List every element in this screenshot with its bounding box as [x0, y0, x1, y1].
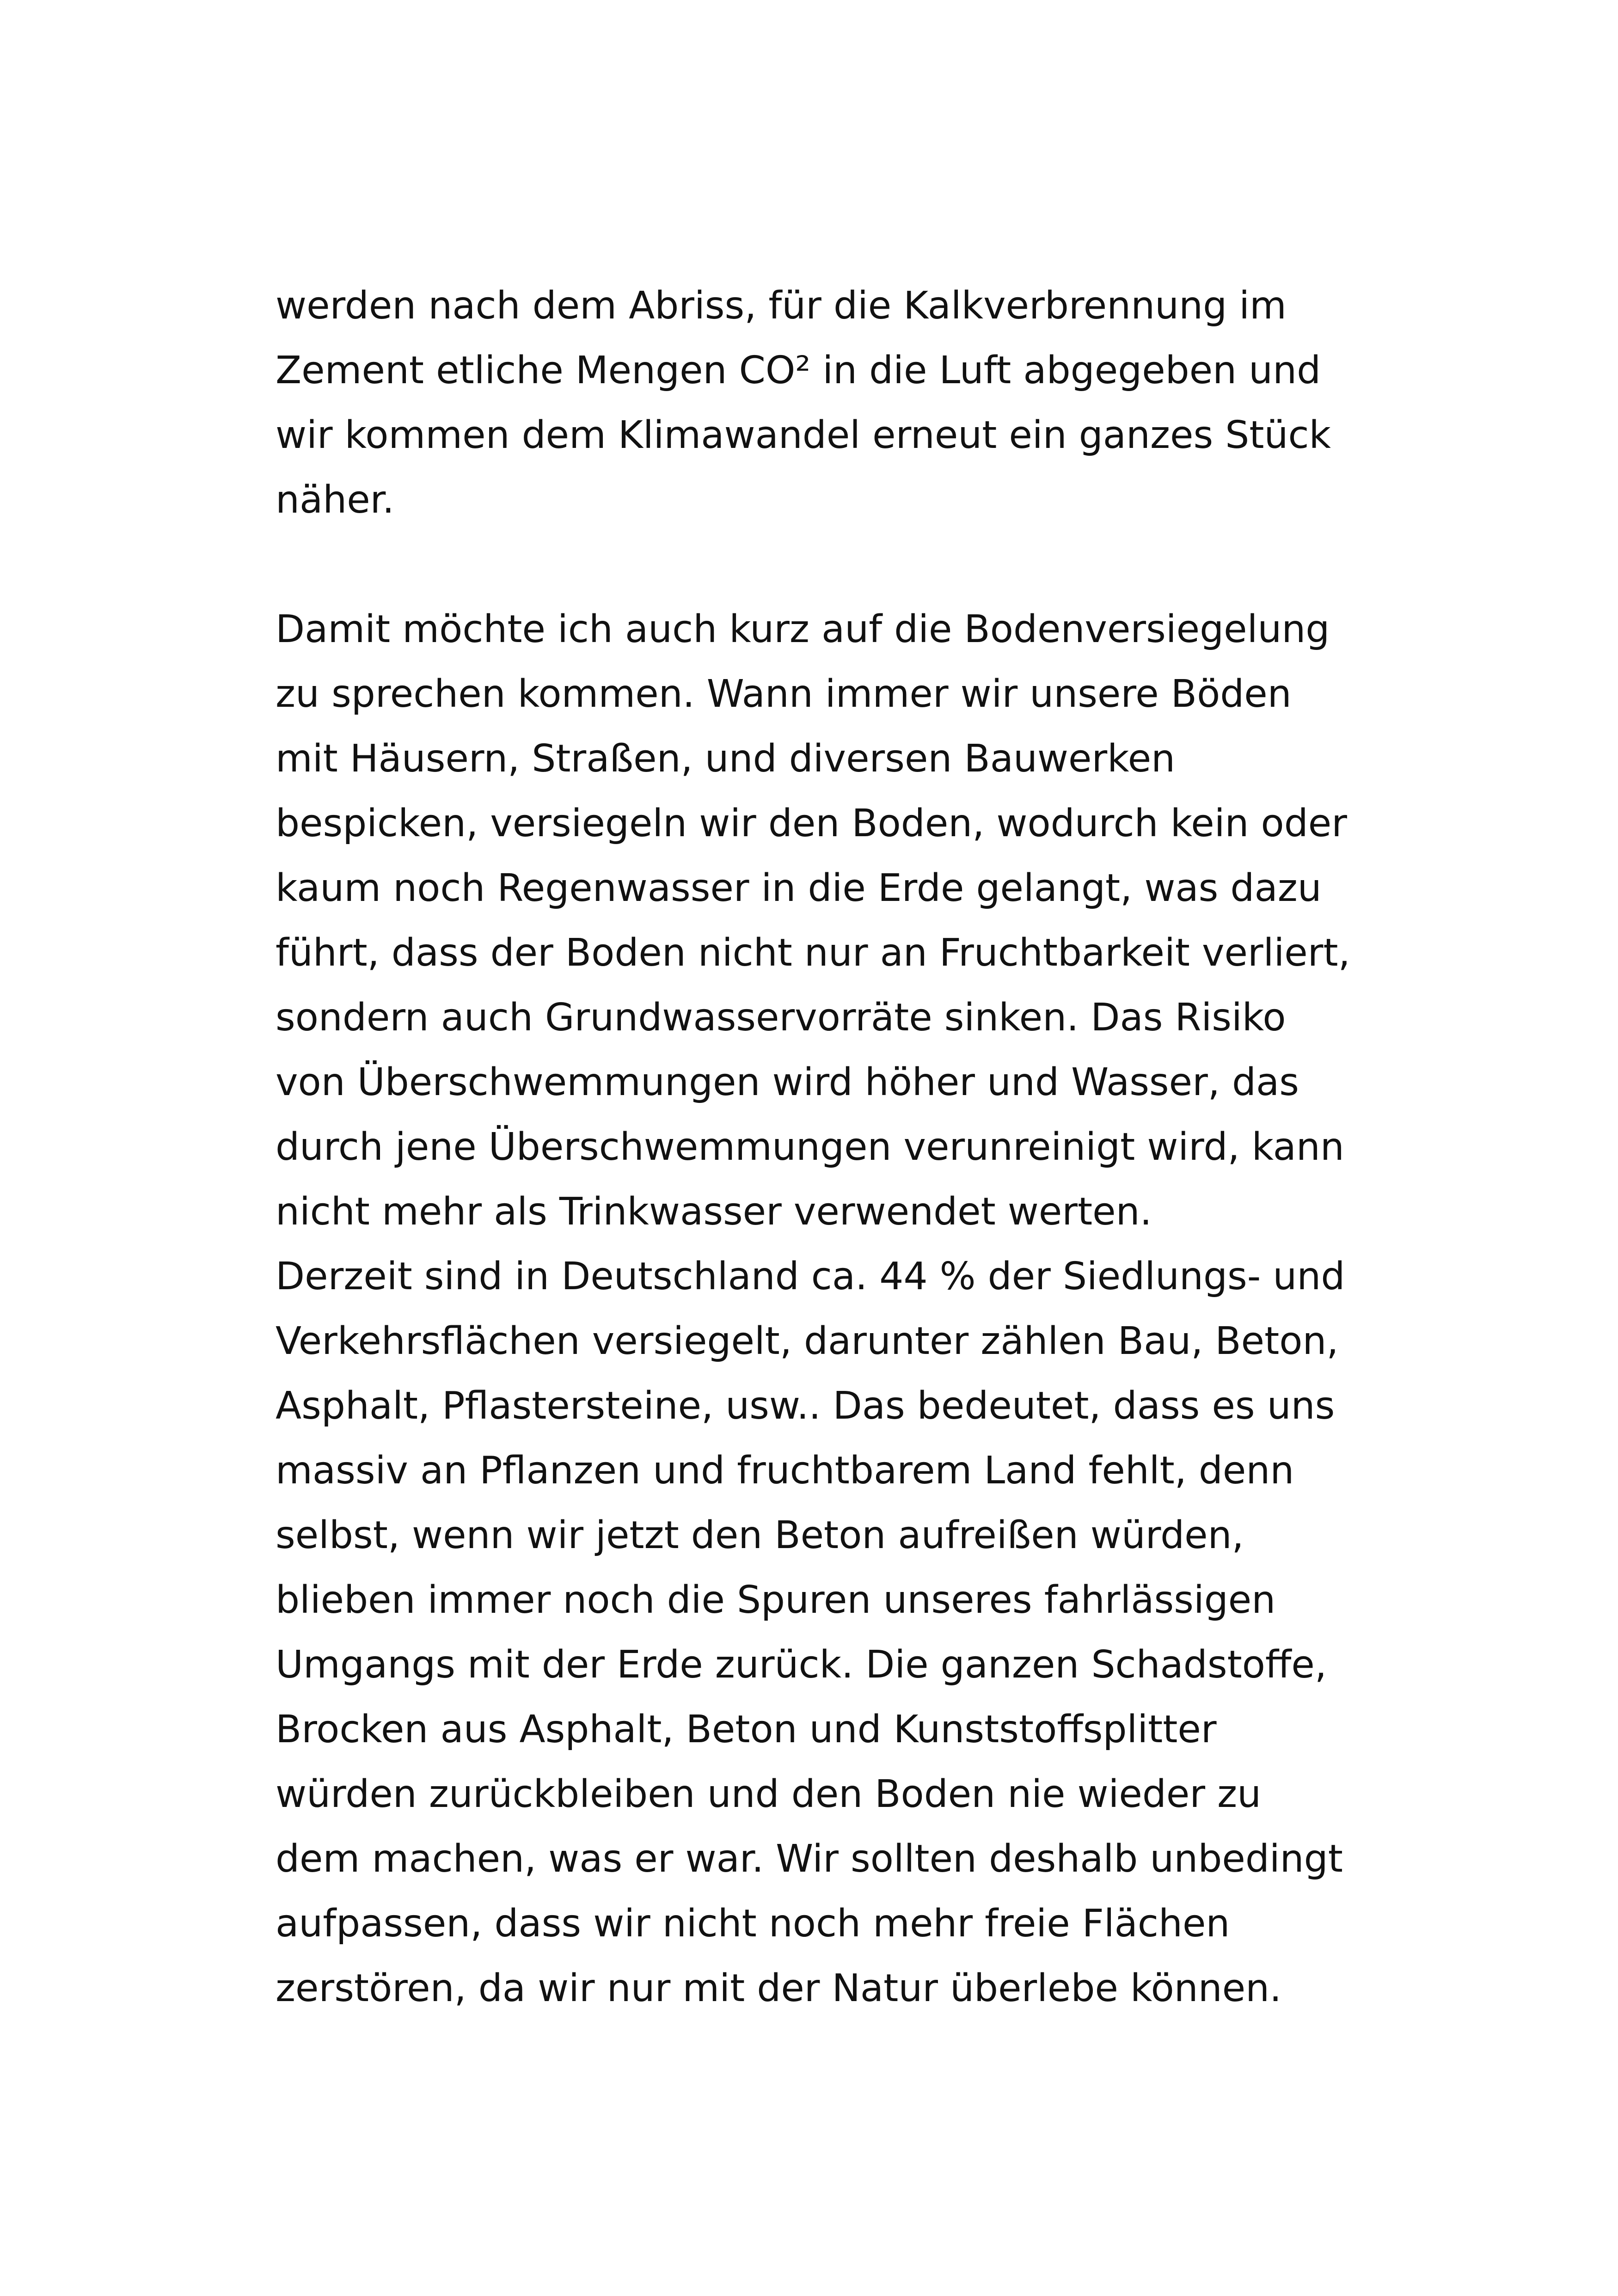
text-line: Verkehrsflächen versiegelt, darunter zählen Bau, Beton, — [276, 1319, 1339, 1363]
text-line: Umgangs mit der Erde zurück. Die ganzen Schadstoffe, — [276, 1643, 1327, 1687]
text-line: selbst, wenn wir jetzt den Beton aufreißen würden, — [276, 1513, 1244, 1557]
text-line: bespicken, versiegeln wir den Boden, wodurch kein oder — [276, 802, 1347, 845]
text-line: zerstören, da wir nur mit der Natur überlebe können. — [276, 1966, 1282, 2010]
text-line: durch jene Überschwemmungen verunreinigt wird, kann — [276, 1125, 1344, 1169]
paragraph-gap — [276, 533, 1385, 597]
text-line: blieben immer noch die Spuren unseres fahrlässigen — [276, 1578, 1276, 1622]
text-line: sondern auch Grundwasservorräte sinken. Das Risiko — [276, 996, 1286, 1040]
text-line: aufpassen, dass wir nicht noch mehr freie Flächen — [276, 1902, 1230, 1946]
text-line: wir kommen dem Klimawandel erneut ein ganzes Stück — [276, 413, 1331, 457]
text-line: mit Häusern, Straßen, und diversen Bauwerken — [276, 737, 1176, 781]
text-line: zu sprechen kommen. Wann immer wir unsere Böden — [276, 672, 1292, 716]
body-text — [276, 274, 1385, 2021]
text-line: Damit möchte ich auch kurz auf die Bodenversiegelung — [276, 607, 1330, 651]
text-line: würden zurückbleiben und den Boden nie wieder zu — [276, 1772, 1262, 1816]
text-line: Asphalt, Pflastersteine, usw.. Das bedeutet, dass es uns — [276, 1384, 1335, 1428]
text-line: kaum noch Regenwasser in die Erde gelangt, was dazu — [276, 866, 1322, 910]
text-line: Zement etliche Mengen CO² in die Luft abgegeben und — [276, 349, 1321, 392]
text-line: nicht mehr als Trinkwasser verwendet werten. — [276, 1190, 1152, 1234]
text-line: von Überschwemmungen wird höher und Wasser, das — [276, 1060, 1299, 1104]
text-line: führt, dass der Boden nicht nur an Fruchtbarkeit verliert, — [276, 931, 1350, 975]
text-line: näher. — [276, 478, 394, 522]
text-line: werden nach dem Abriss, für die Kalkverbrennung im — [276, 284, 1287, 328]
text-line: massiv an Pflanzen und fruchtbarem Land fehlt, denn — [276, 1449, 1294, 1493]
text-line: Brocken aus Asphalt, Beton und Kunststoffsplitter — [276, 1708, 1217, 1751]
text-line: dem machen, was er war. Wir sollten deshalb unbedingt — [276, 1837, 1343, 1881]
text-line: Derzeit sind in Deutschland ca. 44 % der Siedlungs- und — [276, 1255, 1345, 1298]
